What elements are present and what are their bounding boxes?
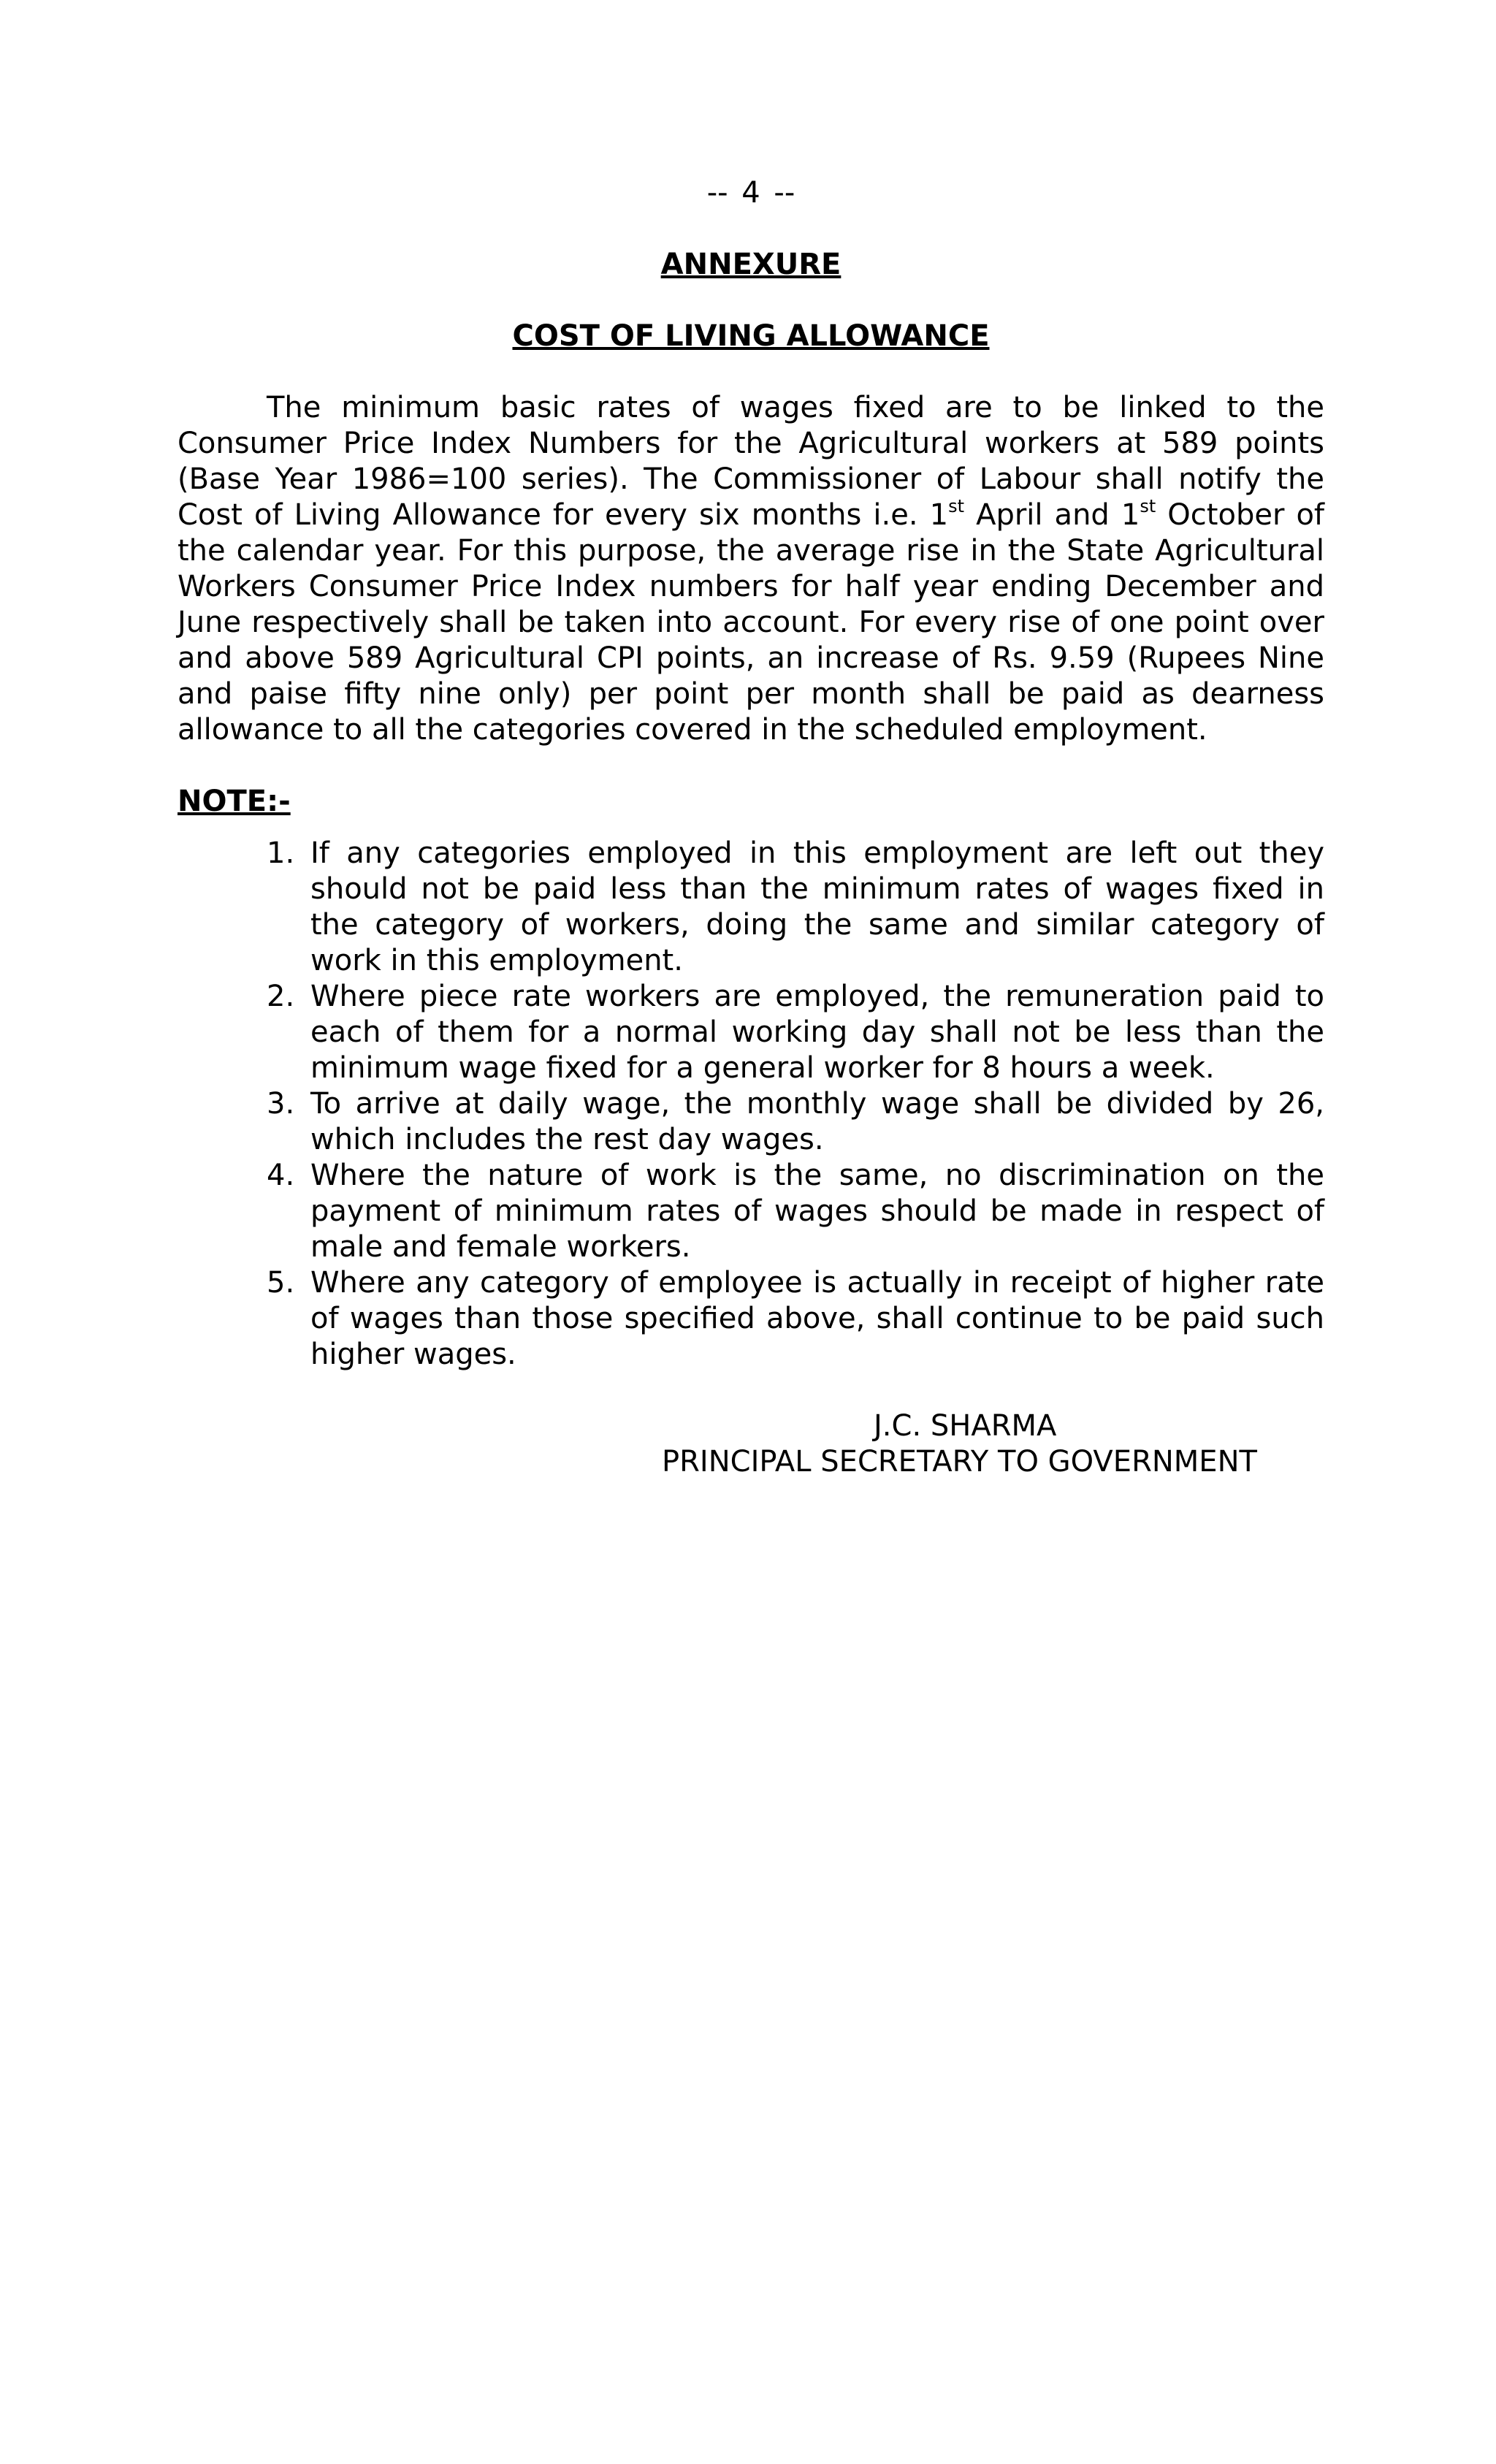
paragraph-text-part-2: April and 1 — [964, 498, 1140, 532]
paragraph-text-part-1: The minimum basic rates of wages fixed are to be linked to the Consumer Price Index Numbers for the Agricultural workers at 589 points (Base Year 1986=100 series). The Commissioner of Labour shall notify the Cost of Living Allowance for every six months i.e. 1 — [178, 391, 1324, 532]
note-item-number: 3. — [267, 1087, 295, 1121]
note-item-text: Where the nature of work is the same, no discrimination on the payment of minimum rates of wages should be made in respect of male and female workers. — [310, 1159, 1324, 1264]
note-item — [178, 1265, 1324, 1373]
signatory-name: J.C. SHARMA — [874, 1409, 1057, 1443]
note-item — [178, 979, 1324, 1086]
ordinal-suffix-october: st — [1140, 496, 1156, 516]
note-item-number: 4. — [267, 1159, 295, 1192]
note-item-number: 5. — [267, 1266, 295, 1300]
page-number: -- 4 -- — [706, 176, 795, 210]
signature-block — [178, 1408, 1324, 1481]
paragraph-text-part-3: October of the calendar year. For this purpose, the average rise in the State Agricultural Workers Consumer Price Index numbers for half year ending December and June respectively shall be taken into account. For every rise of one point over and above 589 Agricultural CPI points, an increase of Rs. 9.59 (Rupees Nine and paise fifty nine only) per point per month shall be paid as dearness allowance to all the categories covered in the scheduled employment. — [178, 498, 1325, 747]
note-item — [178, 1086, 1324, 1158]
cost-of-living-paragraph — [178, 390, 1324, 748]
signatory-title: PRINCIPAL SECRETARY TO GOVERNMENT — [662, 1445, 1257, 1479]
note-list — [178, 836, 1324, 1373]
note-heading: NOTE:- — [178, 785, 291, 818]
document-title: COST OF LIVING ALLOWANCE — [512, 319, 990, 353]
document-content — [178, 175, 1324, 1481]
note-item — [178, 836, 1324, 979]
note-item-text: Where piece rate workers are employed, the remuneration paid to each of them for a normal working day shall not be less than the minimum wage fixed for a general worker for 8 hours a week. — [310, 980, 1324, 1085]
note-item-text: If any categories employed in this employment are left out they should not be paid less than the minimum rates of wages fixed in the category of workers, doing the same and similar category of work in this employment. — [310, 836, 1324, 977]
note-item — [178, 1158, 1324, 1265]
note-item-text: Where any category of employee is actually in receipt of higher rate of wages than those specified above, shall continue to be paid such higher wages. — [310, 1266, 1324, 1371]
note-item-text: To arrive at daily wage, the monthly wage shall be divided by 26, which includes the rest day wages. — [310, 1087, 1324, 1156]
annexure-heading: ANNEXURE — [660, 248, 842, 281]
ordinal-suffix-april: st — [948, 496, 965, 516]
note-item-number: 2. — [267, 980, 295, 1013]
note-item-number: 1. — [267, 836, 295, 870]
